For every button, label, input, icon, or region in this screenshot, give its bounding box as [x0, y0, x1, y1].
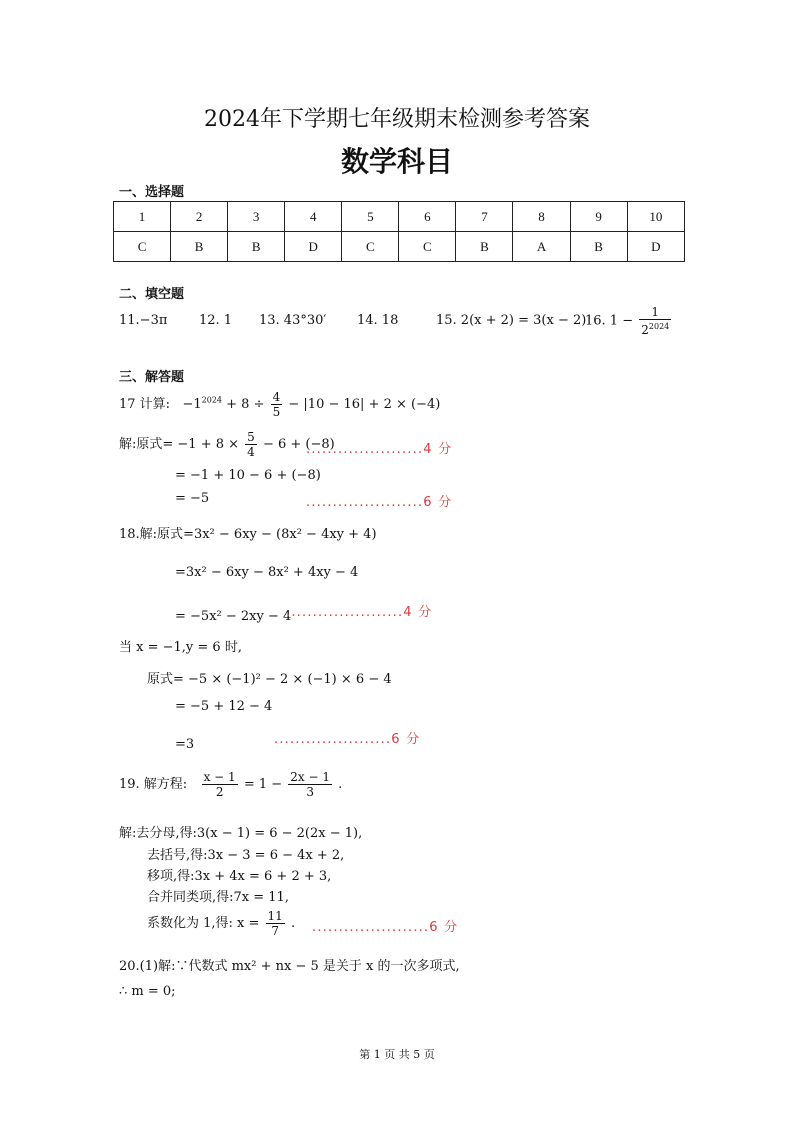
answer-16-fraction	[639, 305, 671, 337]
fraction-numerator: 2x − 1	[290, 770, 331, 784]
table-cell: B	[228, 232, 285, 262]
table-cell: A	[513, 232, 570, 262]
q19-step-5	[147, 909, 295, 938]
q18-line-4: 原式= −5 × (−1)² − 2 × (−1) × 6 − 4	[147, 672, 392, 687]
section-solve-heading: 三、解答题	[119, 370, 185, 385]
q19-step-2: 去括号,得:3x − 3 = 6 − 4x + 2,	[147, 848, 345, 863]
table-cell: 7	[456, 202, 513, 232]
page-footer: 第 1 页 共 5 页	[359, 1048, 435, 1061]
q19-step-5-tail: .	[290, 916, 296, 931]
section-fill-heading: 二、填空题	[119, 287, 185, 302]
table-cell: D	[285, 232, 342, 262]
score-mark: ......................6 分	[312, 920, 459, 935]
fraction-numerator: 11	[267, 909, 283, 923]
fraction-numerator: 4	[272, 390, 281, 404]
fraction-denominator: 4	[247, 445, 255, 459]
q17-step-1-a: 解:原式= −1 + 8 ×	[119, 437, 240, 452]
table-cell: B	[456, 232, 513, 262]
q17-step-1-b: − 6 + (−8)	[262, 437, 335, 452]
denominator-base: 2	[641, 323, 649, 337]
fraction-denominator	[639, 320, 671, 337]
q17-step-2: = −1 + 10 − 6 + (−8)	[175, 468, 321, 483]
q19-right-fraction	[288, 770, 332, 799]
q19-label: 19. 解方程:	[119, 777, 188, 792]
table-cell: 5	[342, 202, 399, 232]
fraction-numerator: 1	[639, 305, 671, 320]
table-cell: 4	[285, 202, 342, 232]
answer-15: 15. 2(x + 2) = 3(x − 2)	[436, 313, 587, 328]
table-cell: C	[114, 232, 171, 262]
table-row-answers	[114, 232, 685, 262]
q17-expr-a: −1	[182, 397, 202, 412]
fraction-numerator: 5	[247, 430, 255, 444]
q19-step-4: 合并同类项,得:7x = 11,	[147, 890, 289, 905]
table-cell: B	[570, 232, 627, 262]
answer-14: 14. 18	[357, 313, 399, 328]
answer-16	[585, 305, 673, 337]
table-cell: 9	[570, 202, 627, 232]
q20-line-1: 20.(1)解:∵代数式 mx² + nx − 5 是关于 x 的一次多项式,	[119, 959, 460, 974]
table-cell: 8	[513, 202, 570, 232]
fraction-denominator: 7	[271, 924, 279, 938]
page-title: 2024年下学期七年级期末检测参考答案	[204, 107, 590, 132]
q18-line-3: = −5x² − 2xy − 4	[175, 609, 292, 624]
q18-line-2: =3x² − 6xy − 8x² + 4xy − 4	[175, 565, 359, 580]
denominator-exponent: 2024	[648, 322, 670, 331]
q20-line-2: ∴ m = 0;	[119, 984, 176, 999]
table-cell: B	[171, 232, 228, 262]
table-row-numbers	[114, 202, 685, 232]
table-cell: 2	[171, 202, 228, 232]
table-cell: 6	[399, 202, 456, 232]
fraction-denominator: 3	[306, 785, 314, 799]
score-mark: ......................4 分	[306, 442, 453, 457]
q18-line-5: = −5 + 12 − 4	[175, 699, 273, 714]
q17-exponent: 2024	[201, 395, 222, 405]
q17-fraction	[271, 390, 283, 419]
table-cell: 10	[627, 202, 684, 232]
fraction-denominator: 2	[215, 785, 224, 799]
answer-16-prefix: 16. 1 −	[585, 313, 634, 329]
q17-expr-c: − |10 − 16| + 2 × (−4)	[288, 397, 441, 412]
choice-answer-table	[113, 201, 685, 262]
q19-left-fraction	[202, 770, 238, 799]
score-mark: ......................6 分	[274, 732, 421, 747]
q19-mid: = 1 −	[243, 777, 283, 792]
table-cell: 1	[114, 202, 171, 232]
q19-tail: .	[338, 777, 343, 792]
q18-line-6: =3	[175, 737, 195, 752]
q19-step-3: 移项,得:3x + 4x = 6 + 2 + 3,	[147, 869, 332, 884]
q17-step-1-fraction	[245, 430, 257, 459]
q18-line-1: 18.解:原式=3x² − 6xy − (8x² − 4xy + 4)	[119, 527, 377, 542]
q17-label: 17 计算:	[119, 397, 171, 412]
table-cell: C	[342, 232, 399, 262]
q19-step-5-text: 系数化为 1,得: x =	[147, 916, 260, 931]
subject-title: 数学科目	[340, 145, 453, 178]
q17-step-1	[119, 430, 335, 459]
q19-problem	[119, 770, 342, 799]
answer-13: 13. 43°30′	[259, 313, 327, 328]
q19-result-fraction	[266, 909, 285, 938]
answer-11: 11.−3π	[119, 313, 168, 328]
answer-12: 12. 1	[199, 313, 233, 328]
q17-step-3: = −5	[175, 491, 210, 506]
table-cell: 3	[228, 202, 285, 232]
score-mark: ......................4 分	[286, 605, 433, 620]
fraction-numerator: x − 1	[203, 770, 236, 784]
score-mark: ......................6 分	[306, 495, 453, 510]
q17-expr-b: + 8 ÷	[226, 397, 265, 412]
q19-step-1: 解:去分母,得:3(x − 1) = 6 − 2(2x − 1),	[119, 826, 363, 841]
table-cell: D	[627, 232, 684, 262]
fraction-denominator: 5	[272, 405, 281, 419]
q17-problem	[119, 390, 440, 419]
q18-condition: 当 x = −1,y = 6 时,	[119, 640, 242, 655]
section-choice-heading: 一、选择题	[119, 185, 185, 200]
table-cell: C	[399, 232, 456, 262]
